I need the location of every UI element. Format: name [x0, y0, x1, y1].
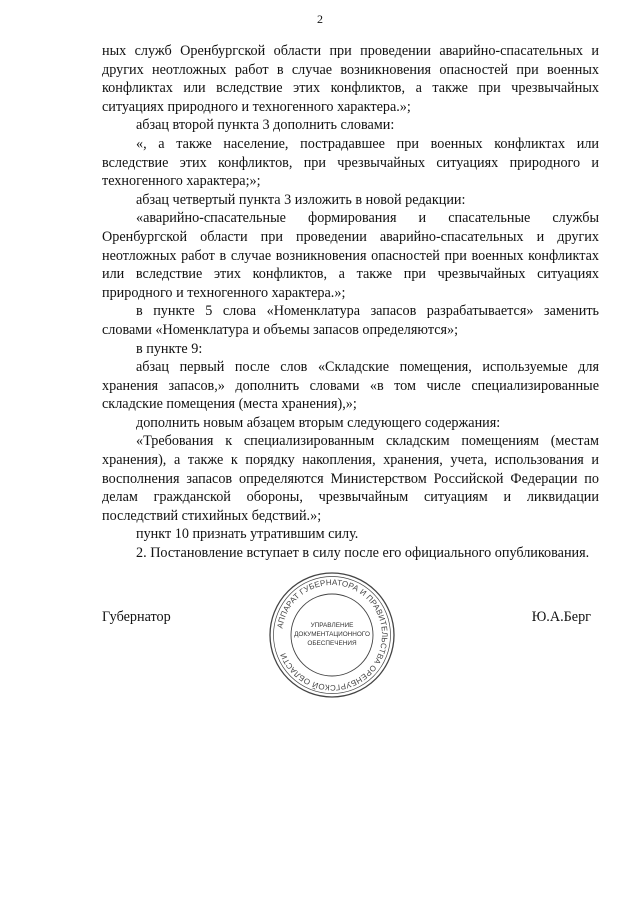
stamp-line-3: ОБЕСПЕЧЕНИЯ — [307, 640, 357, 647]
signatory-position: Губернатор — [102, 609, 171, 625]
document-body — [102, 42, 599, 563]
official-stamp — [268, 571, 396, 699]
paragraph-7: в пункте 9: — [136, 340, 203, 357]
paragraph-5: «аварийно-спасательные формирования и спасательные службы Оренбургской области при проведении аварийно-спасательных и других неотложных работ в случае возникновения опасностей при военных конфликтах или вследствие этих конфликтов, а также при чрезвычайных ситуациях природного и техногенного характера.»; — [102, 210, 599, 301]
paragraph-1: ных служб Оренбургской области при проведении аварийно-спасательных и других неотложных работ в случае возникновения опасностей при военных конфликтах или вследствие этих конфликтов, а также при чрезвычайных ситуациях природного и техногенного характера.»; — [102, 43, 599, 115]
paragraph-4: абзац четвертый пункта 3 изложить в новой редакции: — [136, 191, 466, 208]
stamp-ring-text: АППАРАТ ГУБЕРНАТОРА И ПРАВИТЕЛЬСТВА ОРЕНБУРГСКОЙ ОБЛАСТИ — [275, 577, 390, 693]
paragraph-10: «Требования к специализированным складским помещениям (местам хранения), а также к порядку накопления, хранения, учета, использования и восполнения запасов определяются Министерством Российской Федерации по делам гражданской обороны, чрезвычайным ситуациям и ликвидации последствий стихийных бедствий.»; — [102, 433, 599, 524]
paragraph-12: 2. Постановление вступает в силу после его официального опубликования. — [136, 545, 590, 562]
paragraph-8: абзац первый после слов «Складские помещения, используемые для хранения запасов,» дополнить словами «в том числе специализированные складские помещения (места хранения),»; — [102, 359, 599, 413]
signatory-name: Ю.А.Берг — [531, 609, 591, 625]
paragraph-6: в пункте 5 слова «Номенклатура запасов разрабатывается» заменить словами «Номенклатура и объемы запасов определяются»; — [102, 303, 599, 338]
stamp-line-2: ДОКУМЕНТАЦИОННОГО — [294, 631, 370, 638]
paragraph-11: пункт 10 признать утратившим силу. — [136, 526, 359, 543]
paragraph-3: «, а также население, пострадавшее при военных конфликтах или вследствие этих конфликтов, при чрезвычайных ситуациях природного и техногенного характера;»; — [102, 135, 599, 190]
stamp-line-1: УПРАВЛЕНИЕ — [310, 622, 354, 629]
paragraph-9: дополнить новым абзацем вторым следующего содержания: — [136, 414, 501, 431]
paragraph-2: абзац второй пункта 3 дополнить словами: — [136, 117, 395, 134]
page-number: 2 — [317, 12, 323, 26]
